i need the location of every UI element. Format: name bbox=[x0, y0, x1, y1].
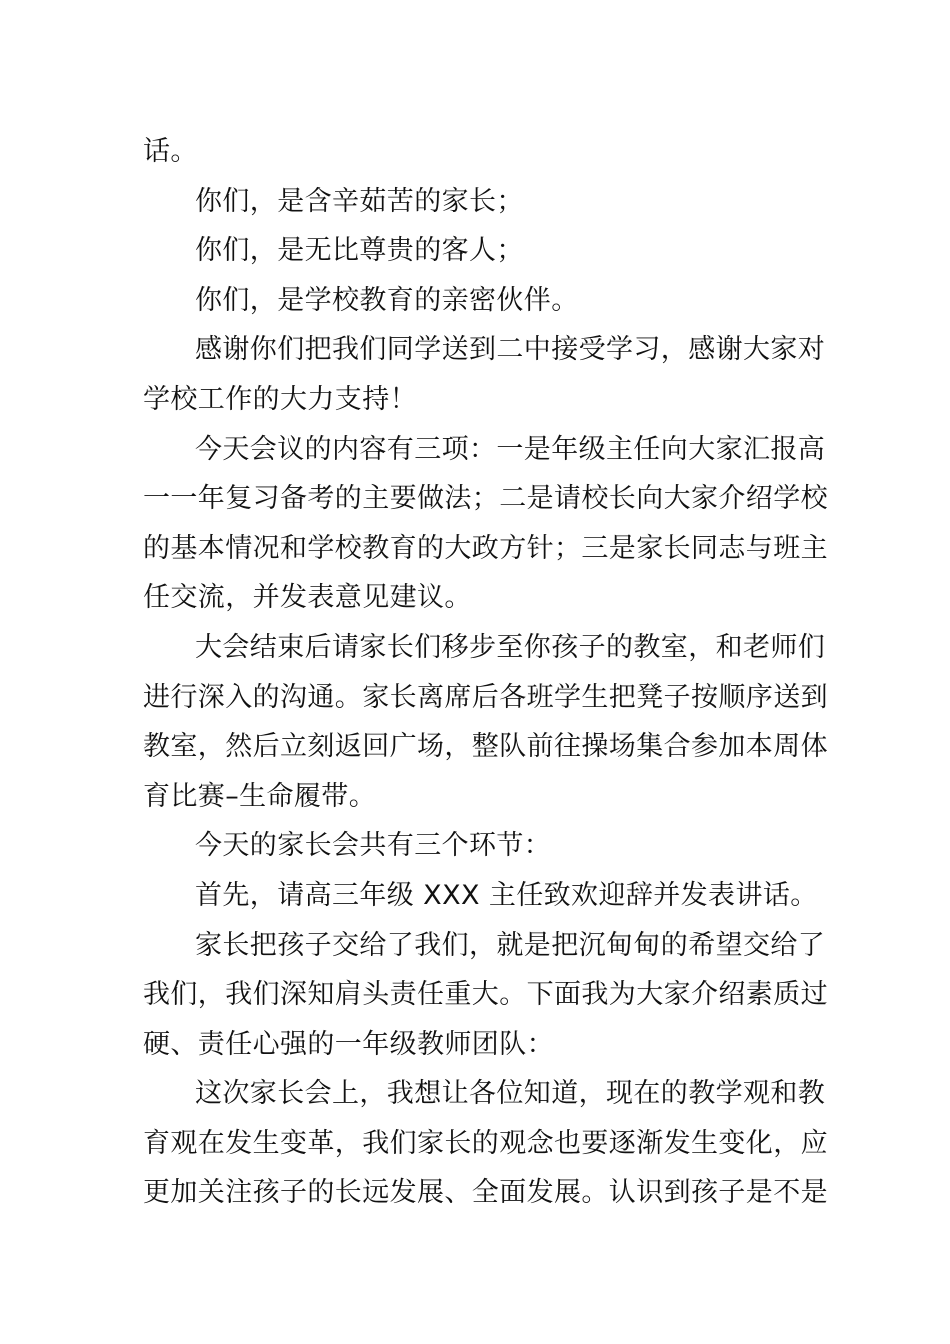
text-line: 家长把孩子交给了我们，就是把沉甸甸的希望交给了 bbox=[195, 929, 826, 961]
text-line: 一一年复习备考的主要做法；二是请校长向大家介绍学校 bbox=[143, 483, 828, 515]
text-line: 育比赛–生命履带。 bbox=[143, 780, 377, 812]
text-line: 大会结束后请家长们移步至你孩子的教室，和老师们 bbox=[195, 631, 826, 663]
text-line: 教室，然后立刻返回广场，整队前往操场集合参加本周体 bbox=[143, 731, 828, 763]
text-line: 更加关注孩子的长远发展、全面发展。认识到孩子是不是 bbox=[143, 1177, 828, 1209]
text-line: 的基本情况和学校教育的大政方针；三是家长同志与班主 bbox=[143, 532, 828, 564]
text-line: 这次家长会上，我想让各位知道，现在的教学观和教 bbox=[195, 1078, 826, 1110]
text-line: 你们，是无比尊贵的客人； bbox=[195, 235, 524, 267]
text-line: 话。 bbox=[143, 136, 198, 167]
text-line: 首先，请高三年级 XXX 主任致欢迎辞并发表讲话。 bbox=[195, 879, 818, 911]
text-line: 今天会议的内容有三项：一是年级主任向大家汇报高 bbox=[195, 433, 826, 465]
text-line: 硬、责任心强的一年级教师团队： bbox=[143, 1028, 554, 1060]
document-body bbox=[143, 127, 828, 1218]
text-line: 任交流，并发表意见建议。 bbox=[143, 582, 472, 614]
text-line: 你们，是学校教育的亲密伙伴。 bbox=[195, 284, 579, 316]
text-line: 我们，我们深知肩头责任重大。下面我为大家介绍素质过 bbox=[143, 979, 828, 1011]
text-line: 育观在发生变革，我们家长的观念也要逐渐发生变化，应 bbox=[143, 1127, 828, 1159]
text-line: 今天的家长会共有三个环节： bbox=[195, 830, 552, 862]
text-line: 感谢你们把我们同学送到二中接受学习，感谢大家对 bbox=[195, 334, 826, 366]
text-line: 进行深入的沟通。家长离席后各班学生把凳子按顺序送到 bbox=[143, 681, 828, 713]
text-line: 学校工作的大力支持！ bbox=[143, 383, 417, 415]
text-line: 你们，是含辛茹苦的家长； bbox=[195, 185, 524, 217]
